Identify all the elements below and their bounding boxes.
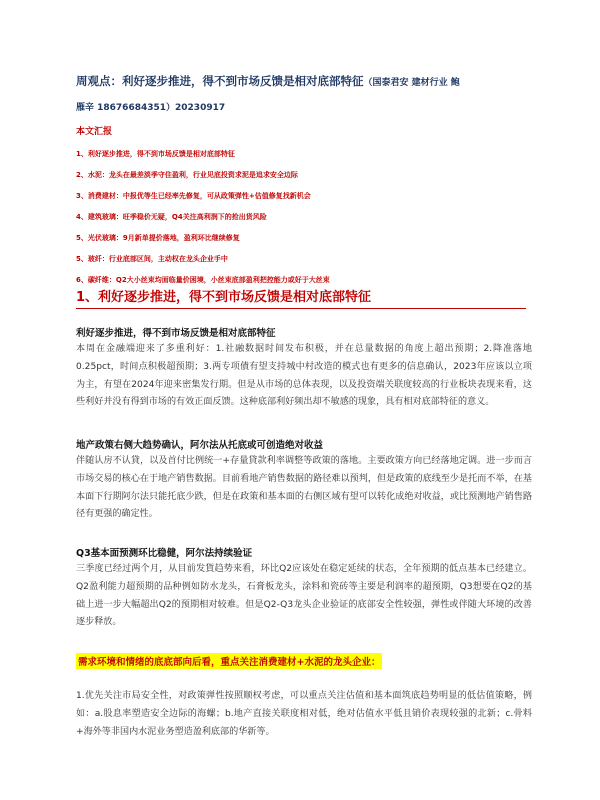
closing-paragraph: 1.优先关注市局安全性，对政策弹性按照顺权考虑，可以重点关注估值和基本面筑底趋势明显的低估值策略，例如：a.股息率塑造安全边际的海螺；b.地产直接关联度相对低，绝对估值水平低且销价表现较强的北新；c.骨料+海外等非国内水泥业务塑造盈利底部的华新等。 — [76, 691, 532, 737]
block-body: 三季度已经过两个月，从目前发貨趋势来看，环比Q2应该处在稳定延续的状态，全年预期的低点基本已经建立。Q2盈利能力超预期的品种例如防水龙头，石膏板龙头，涂料和瓷砖等主要是利润率的超预期，Q3想要在Q2的基础上进一步大幅超出Q2的预期相对较难。但是Q2-Q3龙头企业验证的底部安全性较强，弹性或伴随大环境的改善逐步释放。 — [76, 564, 532, 628]
section-divider — [76, 308, 526, 309]
highlight-callout: 需求环境和情绪的底底部向后看，重点关注消费建材+水泥的龙头企业： — [76, 653, 382, 669]
summary-item: 2、水泥：龙头在最差淡季守住盈利，行业见底投资求泥是追求安全边际 — [76, 171, 298, 179]
title-analyst-end: 雁辛 18676684351）20230917 — [76, 103, 226, 113]
summary-list — [76, 148, 330, 295]
block-body: 本周在金融端迎来了多重利好：1.社融数据时间发布积极，并在总量数据的角度上超出预期；2.降准落地0.25pct，时间点积极超预期；3.两专项債有望支持城中村改造的模式也有更多的信息确认，2023年应该以立项为主，有望在2024年迎来密集发行期。但是从市场的总体表现，以及投资端关联度较高的行业板块表现来看，这些利好并没有得到市场的有效正面反馈。这种底部利好频出却不敏感的现象，具有相对底部特征的意义。 — [76, 344, 532, 408]
block-title: Q3基本面预测环比稳健，阿尔法持续验证 — [76, 548, 253, 559]
block-body: 伴随认房不认貸，以及首付比例统一+存量貸款利率调整等政策的落地。主要政策方向已经落地定调。进一步而言市场交易的核心在于地产销售数据。目前看地产销售数据的路径难以预判，但是政策的底线至少是托而不举，在基本面下行期阿尔法只能托底少跌，但是在政策和基本面的右侧区域有望可以转化成绝对收益，或比预测地产销售路径有更强的确定性。 — [76, 456, 532, 520]
summary-item: 1、利好逐步推进，得不到市场反馈是相对底部特征 — [76, 150, 235, 158]
summary-item: 6、碳纤维：Q2大小丝束均面临量价困境，小丝束底部盈利把控能力或好于大丝束 — [76, 276, 330, 284]
summary-item: 4、建筑玻璃：旺季稳价无疑，Q4关注高利润下的抢出货风险 — [76, 213, 267, 221]
document-title — [76, 70, 546, 120]
block-title: 利好逐步推进，得不到市场反馈是相对底部特征 — [76, 328, 276, 339]
summary-item: 5、玻纤：行业底部区间，主动权在龙头企业手中 — [76, 255, 228, 263]
summary-heading: 本文汇报 — [76, 127, 113, 137]
summary-item: 5、光伏玻璃：9月新单提价落地，盈利环比继续修复 — [76, 234, 240, 242]
block-title: 地产政策右侧大趋势确认，阿尔法从托底或可创造绝对收益 — [76, 440, 324, 451]
summary-item: 3、消费建材：中报优等生已经率先修复，可从政策弹性+估值修复找新机会 — [76, 192, 311, 200]
title-analyst-start: （国泰君安 建材行业 鲍 — [363, 78, 460, 88]
title-main: 周观点：利好逐步推进，得不到市场反馈是相对底部特征 — [76, 74, 364, 88]
section-heading: 1、利好逐步推进，得不到市场反馈是相对底部特征 — [76, 290, 372, 305]
